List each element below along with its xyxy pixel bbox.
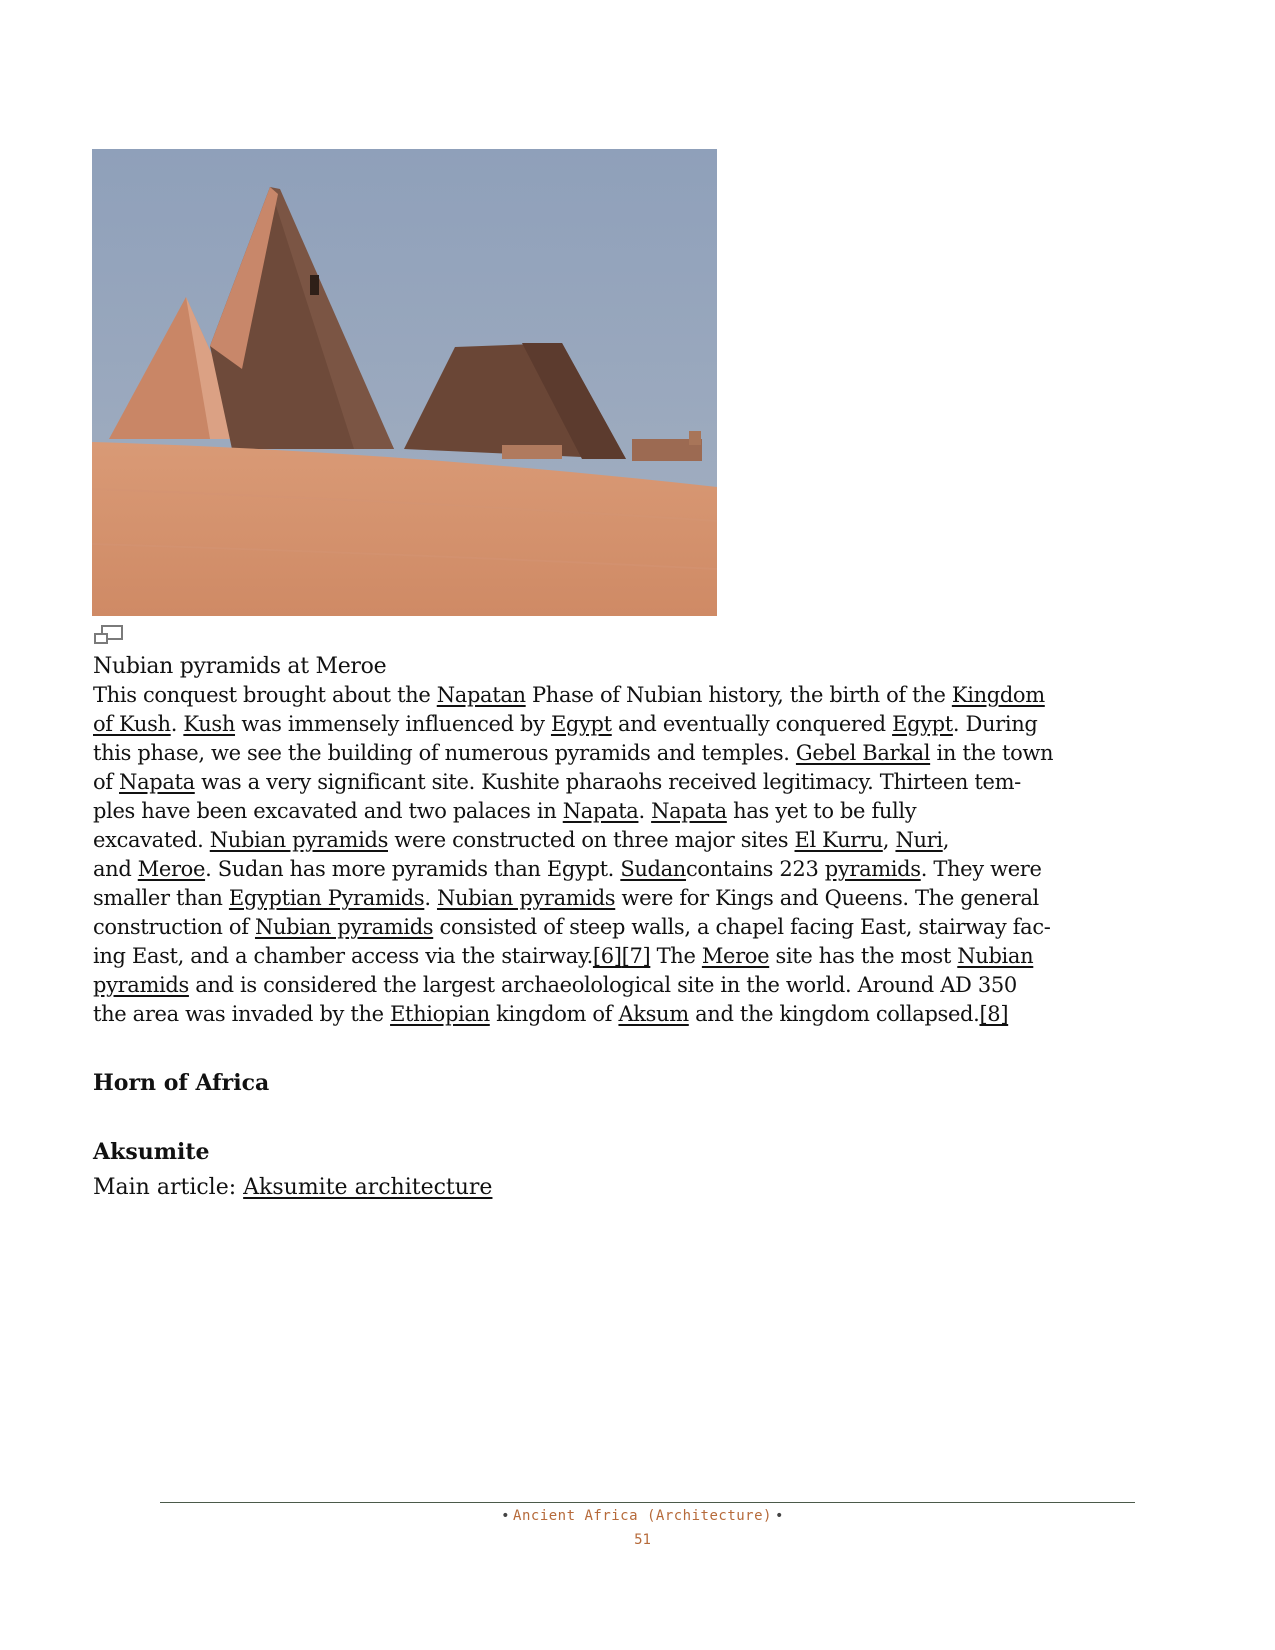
body-text-segment: . bbox=[170, 712, 184, 736]
body-line bbox=[93, 855, 1198, 884]
inline-link[interactable]: Napata bbox=[562, 799, 639, 823]
body-text-segment: in the town bbox=[930, 741, 1054, 765]
body-text-segment: . They were bbox=[920, 857, 1042, 881]
body-paragraph bbox=[93, 681, 1198, 1029]
inline-link[interactable]: Nuri bbox=[895, 828, 943, 852]
inline-link[interactable]: Napata bbox=[651, 799, 727, 823]
body-text-segment: ing East, and a chamber access via the stairway. bbox=[93, 944, 593, 968]
body-line bbox=[93, 971, 1198, 1000]
body-text-segment: , bbox=[942, 828, 950, 852]
main-article-prefix: Main article: bbox=[93, 1175, 244, 1200]
body-text-segment: ples have been excavated and two palaces in bbox=[93, 799, 563, 823]
inline-link[interactable]: Napatan bbox=[436, 683, 526, 707]
main-article-note bbox=[93, 1175, 492, 1200]
body-text-segment: was a very significant site. Kushite pharaohs received legitimacy. Thirteen tem- bbox=[194, 770, 1021, 794]
body-line bbox=[93, 942, 1198, 971]
body-text-segment: was immensely influenced by bbox=[235, 712, 551, 736]
body-text-segment: smaller than bbox=[93, 886, 229, 910]
body-line bbox=[93, 826, 1198, 855]
image-caption: Nubian pyramids at Meroe bbox=[93, 654, 387, 679]
body-line bbox=[93, 768, 1198, 797]
inline-link[interactable]: Meroe bbox=[137, 857, 206, 881]
inline-link[interactable]: Egyptian Pyramids bbox=[228, 886, 425, 910]
enlarge-icon[interactable] bbox=[94, 625, 124, 645]
body-line bbox=[93, 739, 1198, 768]
inline-link[interactable]: pyramids bbox=[824, 857, 921, 881]
body-text-segment: . Sudan has more pyramids than Egypt. bbox=[205, 857, 621, 881]
body-text-segment: kingdom of bbox=[489, 1002, 619, 1026]
inline-link[interactable]: Ethiopian bbox=[390, 1002, 490, 1026]
inline-link[interactable]: [6] bbox=[592, 944, 622, 968]
body-line bbox=[93, 710, 1198, 739]
body-text-segment: of bbox=[93, 770, 120, 794]
inline-link[interactable]: Egypt bbox=[550, 712, 612, 736]
footer-bullet-right: • bbox=[774, 1508, 784, 1524]
inline-link[interactable]: Aksum bbox=[618, 1002, 689, 1026]
inline-link[interactable]: pyramids bbox=[93, 973, 189, 997]
footer-divider bbox=[160, 1502, 1135, 1503]
inline-link[interactable]: Nubian bbox=[957, 944, 1034, 968]
body-text-segment: . During bbox=[952, 712, 1038, 736]
inline-link[interactable]: Kingdom bbox=[951, 683, 1045, 707]
body-text-segment: were constructed on three major sites bbox=[388, 828, 795, 852]
body-text-segment: excavated. bbox=[93, 828, 210, 852]
inline-link[interactable]: Gebel Barkal bbox=[795, 741, 931, 765]
body-text-segment: and eventually conquered bbox=[611, 712, 893, 736]
inline-link[interactable]: Egypt bbox=[892, 712, 953, 736]
footer-title bbox=[0, 1508, 1275, 1524]
body-text-segment: . bbox=[424, 886, 437, 910]
body-text-segment: and the kingdom collapsed. bbox=[688, 1002, 980, 1026]
footer-bullet-left: • bbox=[501, 1508, 511, 1524]
inline-link[interactable]: Nubian pyramids bbox=[436, 886, 616, 910]
footer-title-text: Ancient Africa (Architecture) bbox=[513, 1508, 772, 1524]
body-line bbox=[93, 681, 1198, 710]
inline-link[interactable]: El Kurru bbox=[794, 828, 883, 852]
heading-aksumite: Aksumite bbox=[93, 1139, 210, 1165]
inline-link[interactable]: Sudan bbox=[620, 857, 686, 881]
body-line bbox=[93, 913, 1198, 942]
body-text-segment: this phase, we see the building of numerous pyramids and temples. bbox=[93, 741, 796, 765]
page-number: 51 bbox=[634, 1532, 651, 1548]
body-text-segment: The bbox=[650, 944, 702, 968]
body-text-segment: consisted of steep walls, a chapel facing East, stairway fac- bbox=[433, 915, 1051, 939]
inline-link[interactable]: Meroe bbox=[701, 944, 770, 968]
body-text-segment: and is considered the largest archaeolological site in the world. Around AD 350 bbox=[188, 973, 1017, 997]
aksumite-architecture-link[interactable]: Aksumite architecture bbox=[243, 1175, 493, 1200]
heading-horn-of-africa: Horn of Africa bbox=[93, 1070, 270, 1096]
body-text-segment: , bbox=[882, 828, 896, 852]
body-text-segment: has yet to be fully bbox=[726, 799, 917, 823]
body-text-segment: contains 223 bbox=[685, 857, 825, 881]
body-line bbox=[93, 884, 1198, 913]
nubian-pyramids-photo bbox=[92, 149, 717, 616]
body-line bbox=[93, 797, 1198, 826]
body-text-segment: This conquest brought about the bbox=[93, 683, 437, 707]
body-text-segment: . bbox=[638, 799, 652, 823]
inline-link[interactable]: Nubian pyramids bbox=[209, 828, 388, 852]
body-text-segment: and bbox=[93, 857, 138, 881]
body-text-segment: the area was invaded by the bbox=[93, 1002, 391, 1026]
inline-link[interactable]: Napata bbox=[119, 770, 195, 794]
inline-link[interactable]: [8] bbox=[979, 1002, 1009, 1026]
inline-link[interactable]: of Kush bbox=[93, 712, 171, 736]
body-line bbox=[93, 1000, 1198, 1029]
body-text-segment: Phase of Nubian history, the birth of the bbox=[525, 683, 952, 707]
inline-link[interactable]: Kush bbox=[183, 712, 236, 736]
body-text-segment: were for Kings and Queens. The general bbox=[615, 886, 1039, 910]
body-text-segment: site has the most bbox=[769, 944, 958, 968]
inline-link[interactable]: Nubian pyramids bbox=[254, 915, 434, 939]
inline-link[interactable]: [7] bbox=[621, 944, 651, 968]
body-text-segment: construction of bbox=[93, 915, 255, 939]
